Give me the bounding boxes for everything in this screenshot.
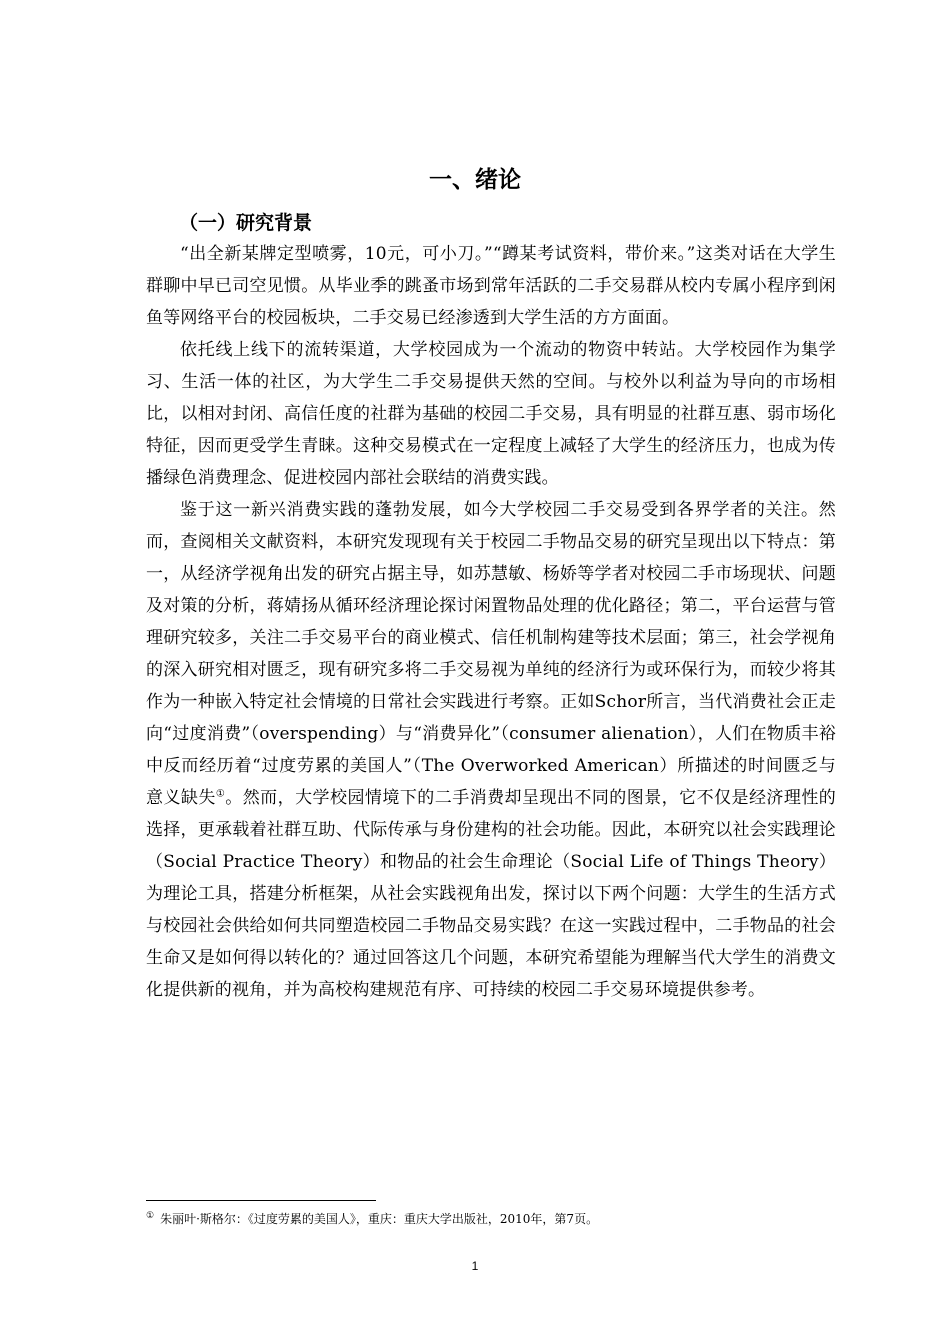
footnote-mark: ①	[146, 1211, 155, 1221]
page-number: 1	[471, 1259, 479, 1273]
body-text	[146, 238, 836, 1006]
paragraph-3	[146, 494, 836, 1006]
footnote-reference-mark[interactable]: ①	[215, 788, 226, 800]
footnote-text: 朱丽叶·斯格尔：《过度劳累的美国人》，重庆：重庆大学出版社，2010年，第7页。	[160, 1212, 599, 1226]
paragraph-2: 依托线上线下的流转渠道，大学校园成为一个流动的物资中转站。大学校园作为集学习、生活一体的社区，为大学生二手交易提供天然的空间。与校外以利益为导向的市场相比，以相对封闭、高信任度的社群为基础的校园二手交易，具有明显的社群互惠、弱市场化特征，因而更受学生青睐。这种交易模式在一定程度上减轻了大学生的经济压力，也成为传播绿色消费理念、促进校园内部社会联结的消费实践。	[146, 340, 836, 488]
chapter-title: 一、绪论	[429, 167, 521, 193]
paragraph-3-text-after-ref: 。然而，大学校园情境下的二手消费却呈现出不同的图景，它不仅是经济理性的选择，更承载着社群互助、代际传承与身份建构的社会功能。因此，本研究以社会实践理论（Social Practice Theory）和物品的社会生命理论（Social Life of Things Theory）为理论工具，搭建分析框架，从社会实践视角出发，探讨以下两个问题：大学生的生活方式与校园社会供给如何共同塑造校园二手物品交易实践？在这一实践过程中，二手物品的社会生命又是如何得以转化的？通过回答这几个问题，本研究希望能为理解当代大学生的消费文化提供新的视角，并为高校构建规范有序、可持续的校园二手交易环境提供参考。	[146, 788, 836, 1000]
paragraph-1: “出全新某牌定型喷雾，10元，可小刀。”“蹲某考试资料，带价来。”这类对话在大学生群聊中早已司空见惯。从毕业季的跳蚤市场到常年活跃的二手交易群从校内专属小程序到闲鱼等网络平台的校园板块，二手交易已经渗透到大学生活的方方面面。	[146, 244, 836, 328]
paragraph-3-text-before-ref: 鉴于这一新兴消费实践的蓬勃发展，如今大学校园二手交易受到各界学者的关注。然而，查阅相关文献资料，本研究发现现有关于校园二手物品交易的研究呈现出以下特点：第一，从经济学视角出发的研究占据主导，如苏慧敏、杨娇等学者对校园二手市场现状、问题及对策的分析，蒋婧扬从循环经济理论探讨闲置物品处理的优化路径；第二，平台运营与管理研究较多，关注二手交易平台的商业模式、信任机制构建等技术层面；第三，社会学视角的深入研究相对匮乏，现有研究多将二手交易视为单纯的经济行为或环保行为，而较少将其作为一种嵌入特定社会情境的日常社会实践进行考察。正如Schor所言，当代消费社会正走向“过度消费”（overspending）与“消费异化”（consumer alienation），人们在物质丰裕中反而经历着“过度劳累的美国人”（The Overworked American）所描述的时间匮乏与意义缺失	[146, 500, 836, 808]
footnote	[146, 1210, 836, 1228]
footnote-separator	[146, 1200, 376, 1201]
section-title: （一）研究背景	[179, 212, 313, 234]
